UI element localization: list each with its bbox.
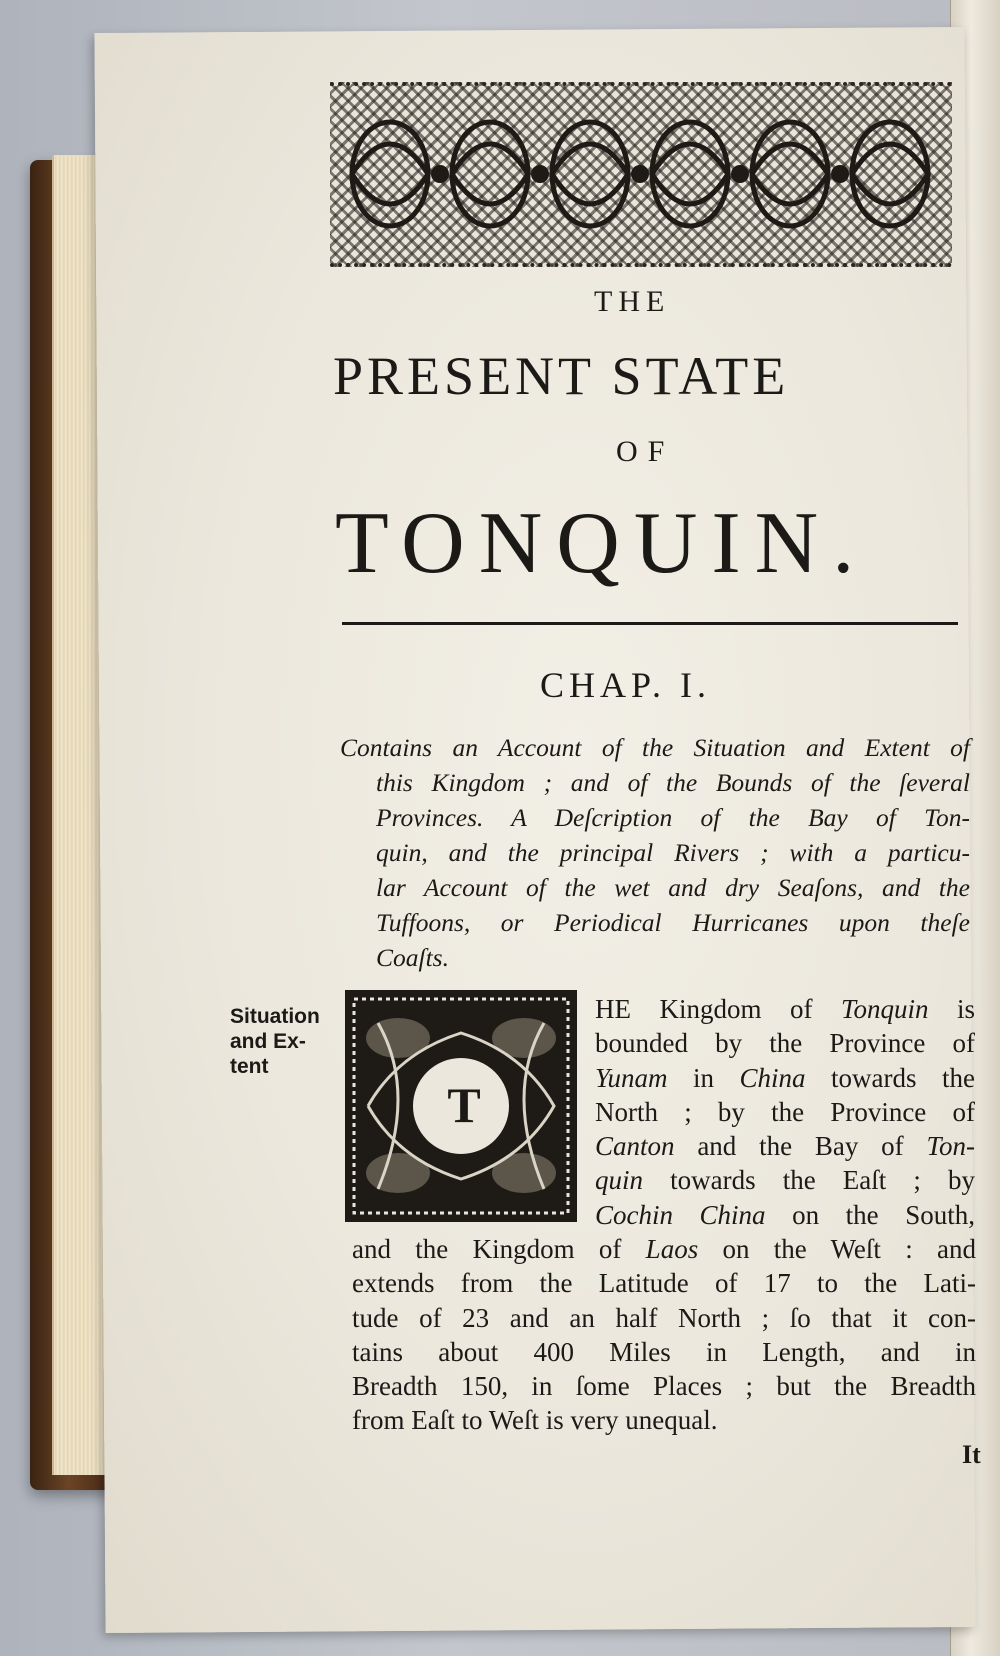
summary-line: Tuffoons, or Periodical Hurricanes upon theſe — [376, 908, 970, 937]
body-text-run: HE Kingdom of — [595, 994, 841, 1024]
summary-line: Coaſts. — [376, 943, 449, 972]
body-text-run: and the Bay of — [674, 1131, 927, 1162]
body-line: from Eaſt to Weſt is very unequal. — [352, 1405, 718, 1436]
body-full-text — [352, 1232, 976, 1438]
marginal-note-line: and Ex- — [230, 1030, 306, 1053]
body-text-run: bounded by the Province of — [595, 1028, 975, 1059]
title-the: THE — [594, 285, 671, 318]
body-italic-run: Yunam — [595, 1062, 668, 1093]
body-wrapped-text — [595, 992, 975, 1232]
body-italic-run: Laos — [645, 1234, 699, 1264]
body-italic-run: quin — [595, 1165, 644, 1196]
body-line — [595, 1061, 975, 1095]
body-text-run: on the Weſt : and — [698, 1234, 976, 1264]
chapter-heading: CHAP. I. — [540, 665, 712, 705]
body-line — [595, 1163, 975, 1197]
body-text-run: North ; by the Province of — [595, 1096, 975, 1127]
body-text-run: is — [928, 994, 975, 1024]
title-tonquin: TONQUIN. — [335, 495, 869, 592]
body-line: Breadth 150, in ſome Places ; but the Breadth — [352, 1371, 976, 1402]
marginal-note — [230, 1004, 340, 1079]
body-text-run: and the Kingdom of — [352, 1234, 646, 1264]
title-of: OF — [616, 435, 675, 468]
summary-line: Contains an Account of the Situation and Extent of — [340, 733, 970, 762]
drop-cap-letter: T — [447, 1077, 481, 1133]
ornamental-headpiece — [330, 82, 952, 267]
drop-cap-block — [345, 990, 577, 1222]
title-present-state: PRESENT STATE — [333, 346, 790, 406]
body-text-run: towards the — [805, 1062, 975, 1093]
body-italic-run: Ton- — [926, 1131, 975, 1162]
summary-line: quin, and the principal Rivers ; with a particu- — [376, 838, 970, 867]
body-line — [352, 1232, 976, 1266]
body-line: tains about 400 Miles in Length, and in — [352, 1336, 976, 1367]
body-line: tude of 23 and an half North ; ſo that it con- — [352, 1302, 976, 1333]
chapter-summary — [340, 730, 970, 975]
catchword: It — [962, 1440, 981, 1469]
body-line — [595, 1095, 975, 1129]
body-text-run: towards the Eaſt ; by — [643, 1165, 975, 1196]
title-rule — [342, 622, 958, 625]
summary-line: Provinces. A Deſcription of the Bay of Ton- — [376, 803, 970, 832]
summary-line: this Kingdom ; and of the Bounds of the ſeveral — [376, 768, 970, 797]
ornament-pattern-icon — [340, 104, 940, 244]
summary-line: lar Account of the wet and dry Seaſons, and the — [376, 873, 970, 902]
body-italic-run: Canton — [595, 1131, 675, 1162]
body-line: extends from the Latitude of 17 to the Lati- — [352, 1268, 976, 1299]
body-line — [595, 1129, 975, 1163]
body-italic-run: Tonquin — [840, 994, 929, 1024]
marginal-note-line: Situation — [230, 1005, 320, 1028]
body-line — [595, 992, 975, 1026]
body-italic-run: China — [739, 1062, 806, 1093]
body-italic-run: Cochin China — [595, 1199, 766, 1230]
body-line — [595, 1198, 975, 1232]
body-text-run: on the South, — [765, 1199, 975, 1230]
marginal-note-line: tent — [230, 1055, 269, 1078]
body-text-run: in — [667, 1062, 740, 1093]
body-line — [595, 1026, 975, 1060]
